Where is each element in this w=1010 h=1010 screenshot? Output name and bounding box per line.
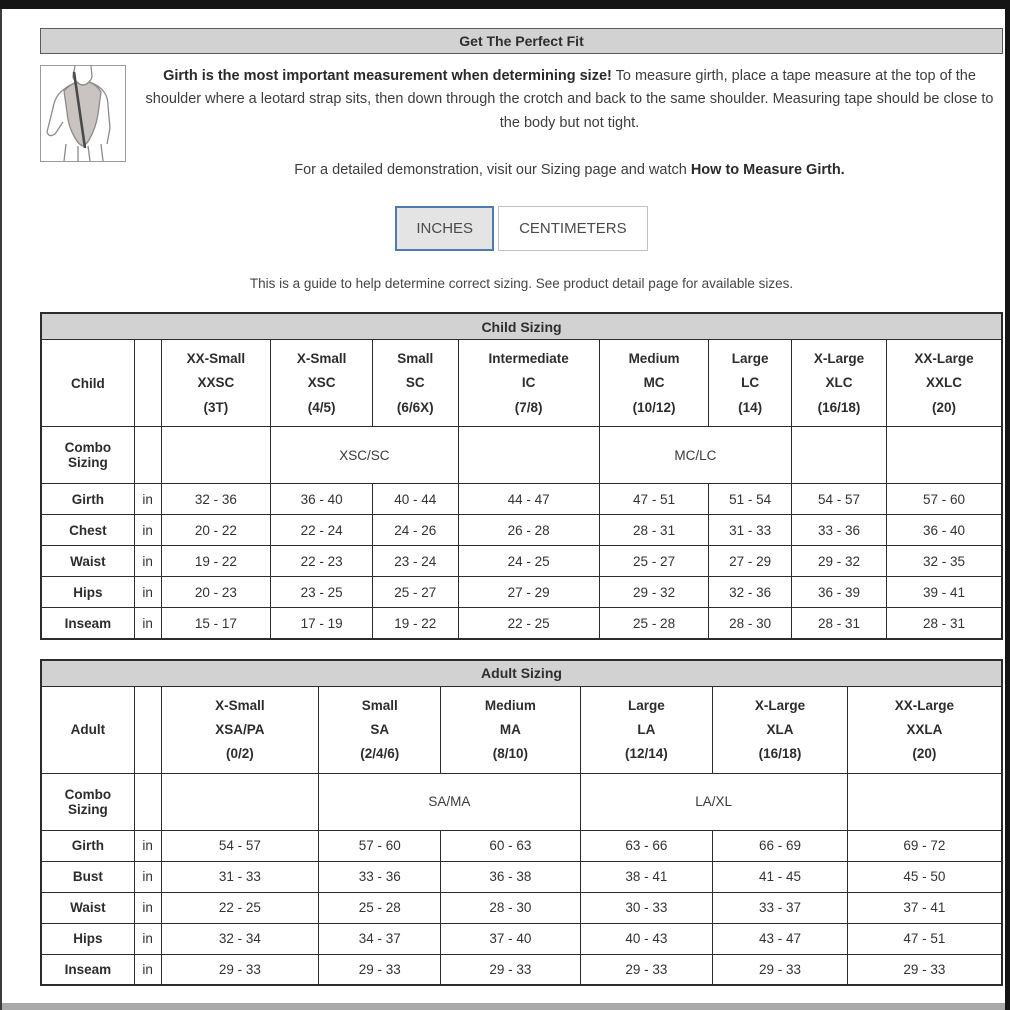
adult-table-title-row [41,660,1002,687]
value-cell: 37 - 40 [441,923,580,954]
row-label: Hips [41,923,134,954]
value-cell: 29 - 33 [580,954,713,985]
value-cell: 22 - 24 [271,515,373,546]
value-cell: 28 - 30 [441,892,580,923]
child-col-xxlarge: XX-Large XXLC (20) [887,340,1002,427]
girth-instructions [136,65,1003,135]
child-combo-cell [887,427,1002,484]
value-cell: 22 - 23 [271,546,373,577]
value-cell: 29 - 33 [319,954,441,985]
value-cell: 19 - 22 [373,608,459,639]
value-cell: 29 - 32 [791,546,886,577]
child-col-medium: Medium MC (10/12) [599,340,709,427]
value-cell: 20 - 23 [161,577,271,608]
adult-inseam-row [41,954,1002,985]
child-girth-row [41,484,1002,515]
value-cell: 29 - 33 [847,954,1002,985]
value-cell: 27 - 29 [709,546,792,577]
child-combo-label: Combo Sizing [41,427,134,484]
adult-hips-row [41,923,1002,954]
row-label: Inseam [41,954,134,985]
intro-text-column [126,65,1003,178]
unit-cell: in [134,892,161,923]
page-title-text: Get The Perfect Fit [459,33,584,49]
value-cell: 22 - 25 [458,608,599,639]
child-combo-cell [161,427,271,484]
value-cell: 29 - 32 [599,577,709,608]
centimeters-button[interactable]: CENTIMETERS [498,206,648,251]
adult-combo-cell-sama: SA/MA [319,773,580,830]
adult-combo-row [41,773,1002,830]
value-cell: 15 - 17 [161,608,271,639]
value-cell: 32 - 34 [161,923,319,954]
row-label: Hips [41,577,134,608]
value-cell: 25 - 27 [373,577,459,608]
adult-combo-label: Combo Sizing [41,773,134,830]
child-inseam-row [41,608,1002,639]
adult-combo-cell-laxl: LA/XL [580,773,847,830]
demo-line [136,162,1003,178]
child-row-header: Child [41,340,134,427]
value-cell: 47 - 51 [847,923,1002,954]
page-title [40,28,1003,54]
value-cell: 32 - 35 [887,546,1002,577]
row-label: Waist [41,546,134,577]
adult-col-medium: Medium MA (8/10) [441,686,580,773]
demo-line-bold: How to Measure Girth. [690,162,845,179]
adult-table-header-row [41,686,1002,773]
child-unit-header [134,340,161,427]
adult-girth-row [41,830,1002,861]
value-cell: 43 - 47 [713,923,848,954]
unit-cell: in [134,608,161,639]
window-right-edge [1005,9,1010,1010]
value-cell: 28 - 31 [791,608,886,639]
value-cell: 47 - 51 [599,484,709,515]
units-toggle [40,206,1003,251]
child-combo-cell-xscsc: XSC/SC [271,427,458,484]
girth-intro-section [40,65,1003,178]
adult-waist-row [41,892,1002,923]
value-cell: 30 - 33 [580,892,713,923]
adult-unit-header [134,686,161,773]
child-combo-cell-mclc: MC/LC [599,427,791,484]
value-cell: 29 - 33 [713,954,848,985]
sizing-guide-note: This is a guide to help determine correct sizing. See product detail page for available sizes. [249,276,794,292]
value-cell: 17 - 19 [271,608,373,639]
value-cell: 36 - 38 [441,861,580,892]
unit-cell: in [134,484,161,515]
value-cell: 28 - 30 [709,608,792,639]
value-cell: 45 - 50 [847,861,1002,892]
unit-cell: in [134,577,161,608]
value-cell: 54 - 57 [161,830,319,861]
child-table-title: Child Sizing [41,313,1002,340]
value-cell: 31 - 33 [709,515,792,546]
adult-row-header: Adult [41,686,134,773]
value-cell: 29 - 33 [441,954,580,985]
child-waist-row [41,546,1002,577]
child-col-xlarge: X-Large XLC (16/18) [791,340,886,427]
demo-line-text: For a detailed demonstration, visit our Sizing page and watch [294,162,687,179]
value-cell: 57 - 60 [319,830,441,861]
value-cell: 36 - 40 [887,515,1002,546]
adult-combo-cell [847,773,1002,830]
value-cell: 39 - 41 [887,577,1002,608]
adult-col-small: Small SA (2/4/6) [319,686,441,773]
value-cell: 41 - 45 [713,861,848,892]
unit-cell: in [134,923,161,954]
unit-cell: in [134,954,161,985]
row-label: Waist [41,892,134,923]
inches-button[interactable]: INCHES [395,206,494,251]
value-cell: 25 - 28 [319,892,441,923]
child-table-header-row [41,340,1002,427]
value-cell: 31 - 33 [161,861,319,892]
adult-col-large: Large LA (12/14) [580,686,713,773]
value-cell: 60 - 63 [441,830,580,861]
window-bottom-edge [0,1003,1010,1010]
value-cell: 40 - 43 [580,923,713,954]
row-label: Inseam [41,608,134,639]
value-cell: 51 - 54 [709,484,792,515]
value-cell: 28 - 31 [887,608,1002,639]
value-cell: 26 - 28 [458,515,599,546]
unit-cell: in [134,830,161,861]
value-cell: 25 - 27 [599,546,709,577]
child-col-xxsmall: XX-Small XXSC (3T) [161,340,271,427]
value-cell: 57 - 60 [887,484,1002,515]
child-col-large: Large LC (14) [709,340,792,427]
child-col-intermediate: Intermediate IC (7/8) [458,340,599,427]
value-cell: 33 - 37 [713,892,848,923]
girth-instructions-body: To measure girth, place a tape measure at the top of the shoulder where a leotard strap sits, then down through the crotch and back to the same shoulder. Measuring tape should be close to the body but not tight. [145,68,994,131]
value-cell: 24 - 25 [458,546,599,577]
adult-table-title: Adult Sizing [41,660,1002,687]
value-cell: 32 - 36 [161,484,271,515]
row-label: Girth [41,830,134,861]
row-label: Girth [41,484,134,515]
adult-combo-unit-cell [134,773,161,830]
value-cell: 33 - 36 [791,515,886,546]
adult-col-xsmall: X-Small XSA/PA (0/2) [161,686,319,773]
value-cell: 23 - 25 [271,577,373,608]
adult-combo-cell [161,773,319,830]
row-label: Bust [41,861,134,892]
value-cell: 32 - 36 [709,577,792,608]
row-label: Chest [41,515,134,546]
child-sizing-table [40,312,1003,640]
leotard-girth-diagram-icon [40,65,126,162]
value-cell: 29 - 33 [161,954,319,985]
value-cell: 37 - 41 [847,892,1002,923]
value-cell: 28 - 31 [599,515,709,546]
value-cell: 40 - 44 [373,484,459,515]
unit-cell: in [134,861,161,892]
value-cell: 25 - 28 [599,608,709,639]
adult-sizing-table [40,659,1003,987]
unit-cell: in [134,546,161,577]
value-cell: 34 - 37 [319,923,441,954]
value-cell: 20 - 22 [161,515,271,546]
adult-col-xxlarge: XX-Large XXLA (20) [847,686,1002,773]
child-combo-cell [458,427,599,484]
child-table-title-row [41,313,1002,340]
value-cell: 69 - 72 [847,830,1002,861]
value-cell: 22 - 25 [161,892,319,923]
adult-bust-row [41,861,1002,892]
value-cell: 36 - 39 [791,577,886,608]
value-cell: 54 - 57 [791,484,886,515]
value-cell: 33 - 36 [319,861,441,892]
value-cell: 38 - 41 [580,861,713,892]
value-cell: 63 - 66 [580,830,713,861]
value-cell: 44 - 47 [458,484,599,515]
child-combo-unit-cell [134,427,161,484]
child-col-small: Small SC (6/6X) [373,340,459,427]
child-combo-row [41,427,1002,484]
child-chest-row [41,515,1002,546]
girth-instructions-bold: Girth is the most important measurement when determining size! [163,68,612,84]
value-cell: 24 - 26 [373,515,459,546]
value-cell: 27 - 29 [458,577,599,608]
value-cell: 66 - 69 [713,830,848,861]
unit-cell: in [134,515,161,546]
window-left-edge [0,9,2,1010]
child-hips-row [41,577,1002,608]
value-cell: 19 - 22 [161,546,271,577]
value-cell: 36 - 40 [271,484,373,515]
child-col-xsmall: X-Small XSC (4/5) [271,340,373,427]
window-top-edge [0,0,1010,9]
value-cell: 23 - 24 [373,546,459,577]
adult-col-xlarge: X-Large XLA (16/18) [713,686,848,773]
sizing-guide-page [40,9,1003,986]
child-combo-cell [791,427,886,484]
